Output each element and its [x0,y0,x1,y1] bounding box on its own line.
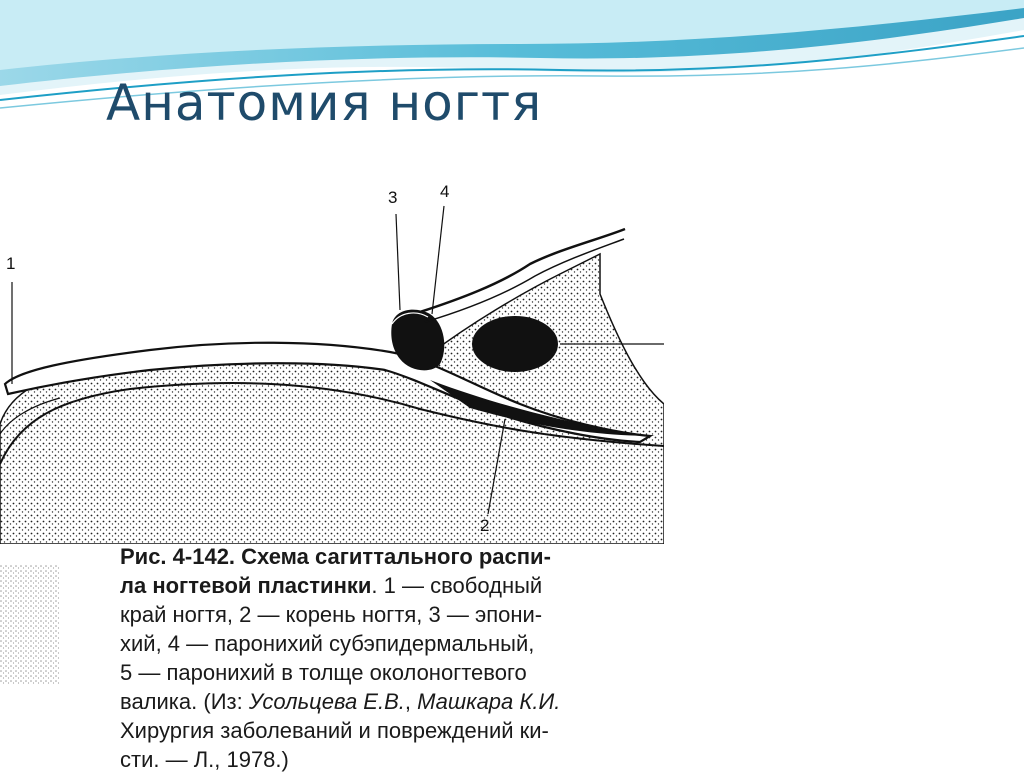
caption-line-8: сти. — Л., 1978.) [120,747,289,772]
leader-line-3 [396,214,400,310]
caption-fig-label-2: ла ногтевой пластинки [120,573,372,598]
caption-author-1: Усольцева Е.В. [248,689,405,714]
finger-tissue [0,254,664,544]
caption-line-4: хий, 4 — паронихий субэпидермальный, [120,631,535,656]
caption-line-6 [120,687,640,716]
caption-author-2: Машкара К.И. [417,689,561,714]
callout-2: 2 [480,516,490,535]
callout-3: 3 [388,188,398,207]
figure-caption [120,542,640,774]
caption-fig-label: Рис. 4-142. Схема сагиттального распи- [120,544,551,569]
nail-sagittal-diagram [0,184,664,544]
leader-line-4 [432,206,444,314]
paronychium-fold [472,316,558,372]
caption-line-7: Хирургия заболеваний и повреждений ки- [120,718,549,743]
caption-sep: , [404,689,418,714]
caption-line-2 [120,571,640,600]
callout-1: 1 [6,254,16,273]
caption-line-5: 5 — паронихий в толще околоногтевого [120,660,527,685]
figure [0,182,664,772]
caption-line-3: край ногтя, 2 — корень ногтя, 3 — эпони- [120,602,543,627]
speckle-texture [0,564,70,694]
caption-line-6-a: валика. (Из: [120,689,249,714]
caption-line-2-text: . 1 — свободный [371,573,543,598]
callout-4: 4 [440,182,450,201]
slide-title: Анатомия ногтя [106,74,543,132]
caption-line-1 [120,542,640,571]
